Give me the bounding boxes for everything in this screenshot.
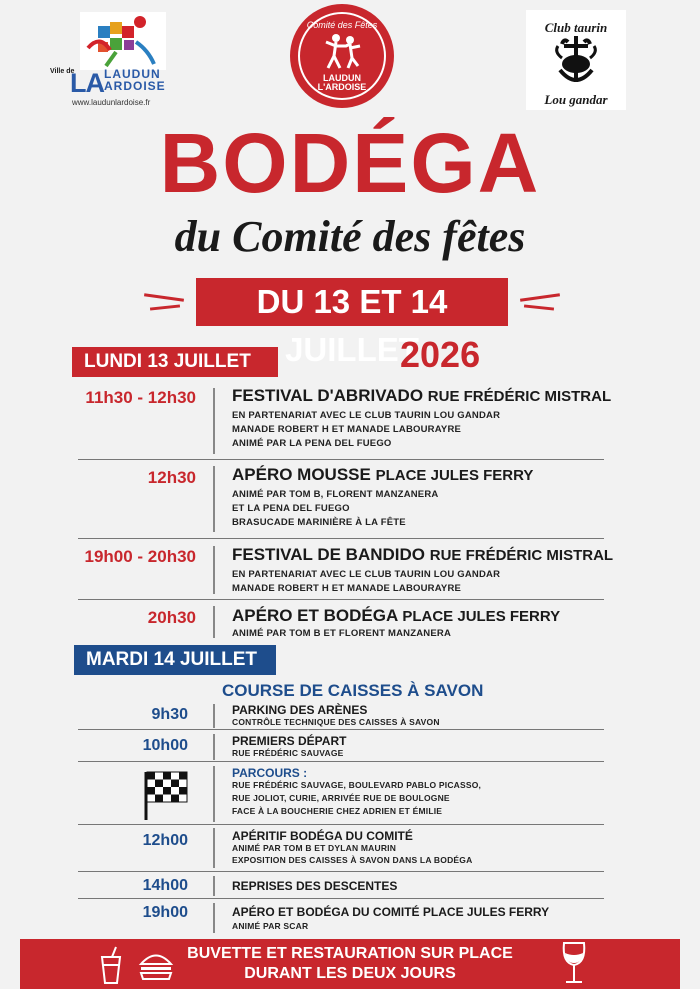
club-taurin-logo: [526, 10, 626, 110]
day-banner-tuesday: MARDI 14 JUILLET: [74, 645, 276, 675]
city-url: www.laudunlardoise.fr: [72, 98, 151, 107]
date-banner-text: DU 13 ET 14 JUILLET: [256, 283, 448, 368]
decor-slash: [520, 293, 560, 302]
event-details: ANIMÉ PAR TOM B, FLORENT MANZANERA ET LA PENA DEL FUEGO BRASUCADE MARINIÈRE À LA FÊTE: [232, 489, 439, 528]
event-details: RUE FRÉDÉRIC SAUVAGE: [232, 748, 344, 758]
row-separator: [78, 871, 604, 872]
logo-bottom-text: LAUDUN L'ARDOISE: [317, 73, 367, 92]
decor-slash: [524, 304, 554, 310]
comite-des-fetes-logo: [290, 4, 394, 108]
row-divider: [213, 606, 215, 638]
footer-line-2: DURANT LES DEUX JOURS: [244, 965, 456, 982]
row-divider: [213, 734, 215, 760]
event-time: 19h00: [142, 904, 188, 921]
event-details: CONTRÔLE TECHNIQUE DES CAISSES À SAVON: [232, 717, 440, 727]
camargue-cross-icon: [544, 34, 608, 90]
event-title: APÉRO ET BODÉGA DU COMITÉ PLACE JULES FERRY: [232, 905, 550, 919]
footer-line-1: BUVETTE ET RESTAURATION SUR PLACE: [187, 945, 513, 962]
row-divider: [213, 903, 215, 933]
laudun-ardoise-logo: [48, 10, 176, 110]
row-separator: [78, 824, 604, 825]
laudun-ardoise-word: LAUDUN ARDOISE: [104, 67, 166, 93]
row-separator: [78, 599, 604, 600]
event-title: FESTIVAL DE BANDIDO RUE FRÉDÉRIC MISTRAL: [232, 545, 614, 564]
lou-gandar-label: Lou gandar: [544, 92, 608, 107]
row-divider: [213, 704, 215, 728]
event-title: PARKING DES ARÈNES: [232, 703, 368, 717]
page-title: BODÉGA: [159, 116, 541, 210]
event-details: RUE FRÉDÉRIC SAUVAGE, BOULEVARD PABLO PICASSO, RUE JOLIOT, CURIE, ARRIVÉE RUE DE BOULOGNE FACE À LA BOUCHERIE CHEZ ADRIEN ET ÉMILIE: [232, 780, 482, 816]
footer-banner: [20, 939, 680, 989]
row-separator: [78, 538, 604, 539]
event-time: 12h00: [142, 832, 188, 849]
event-time: 9h30: [151, 706, 188, 723]
event-details: ANIMÉ PAR SCAR: [232, 921, 309, 931]
event-details: EN PARTENARIAT AVEC LE CLUB TAURIN LOU GANDAR MANADE ROBERT H ET MANADE LABOURAYRE: [232, 569, 501, 594]
row-separator: [78, 459, 604, 460]
event-title: REPRISES DES DESCENTES: [232, 879, 398, 893]
page-subtitle: du Comité des fêtes: [174, 212, 526, 261]
day-banner-monday: LUNDI 13 JUILLET: [72, 347, 278, 377]
event-details: ANIMÉ PAR TOM B ET DYLAN MAURIN EXPOSITION DES CAISSES À SAVON DANS LA BODÉGA: [232, 843, 473, 865]
club-taurin-label: Club taurin: [544, 20, 608, 35]
row-divider: [213, 388, 215, 454]
event-title: APÉRO ET BODÉGA PLACE JULES FERRY: [232, 606, 561, 625]
event-time: 10h00: [142, 737, 188, 754]
event-time: 11h30 - 12h30: [85, 388, 196, 407]
row-divider: [213, 546, 215, 594]
row-separator: [78, 898, 604, 899]
event-title: PREMIERS DÉPART: [232, 734, 347, 748]
event-title: APÉRO MOUSSE PLACE JULES FERRY: [232, 465, 534, 484]
event-time: 19h00 - 20h30: [84, 547, 196, 566]
row-separator: [78, 761, 604, 762]
event-time: 14h00: [142, 877, 188, 894]
event-details: ANIMÉ PAR TOM B ET FLORENT MANZANERA: [232, 628, 452, 639]
event-time: 12h30: [147, 468, 196, 487]
row-divider: [213, 828, 215, 868]
row-separator: [78, 729, 604, 730]
decor-slash: [144, 293, 184, 302]
row-divider: [213, 766, 215, 822]
ville-de-label: Ville de: [50, 68, 75, 75]
decor-slash: [150, 304, 180, 310]
checkered-flag-icon: [140, 768, 192, 822]
event-time: 20h30: [147, 608, 196, 627]
logo-top-text: Comité des Fêtes: [306, 20, 378, 30]
row-divider: [213, 466, 215, 532]
event-title: APÉRITIF BODÉGA DU COMITÉ: [232, 829, 413, 843]
city-logo-art: [80, 12, 166, 70]
dancers-icon: [320, 32, 364, 72]
year-label: 2026: [400, 334, 481, 375]
event-title: FESTIVAL D'ABRIVADO RUE FRÉDÉRIC MISTRAL: [232, 386, 612, 405]
wine-glass-icon: [560, 941, 588, 987]
event-details: EN PARTENARIAT AVEC LE CLUB TAURIN LOU GANDAR MANADE ROBERT H ET MANADE LABOURAYRE ANIMÉ PAR LA PENA DEL FUEGO: [232, 410, 501, 449]
event-title: PARCOURS :: [232, 766, 308, 780]
laudun-word: LA: [70, 68, 104, 98]
course-heading: COURSE DE CAISSES À SAVON: [222, 681, 484, 700]
row-divider: [213, 876, 215, 896]
